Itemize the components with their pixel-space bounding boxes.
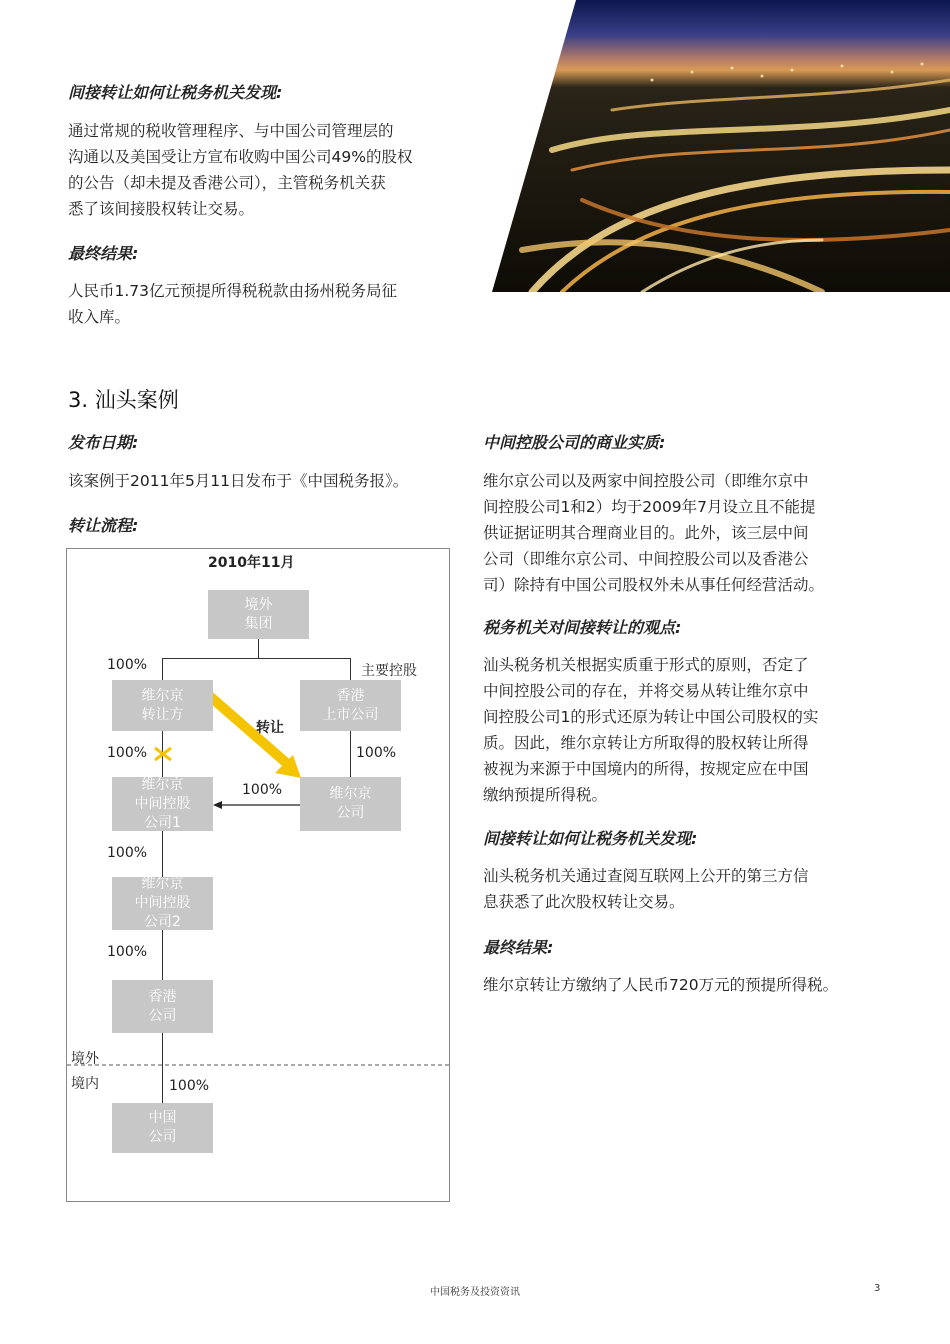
node-text: 中国	[148, 1110, 177, 1126]
node-virgin-company	[300, 777, 401, 831]
text-line: 司）除持有中国公司股权外未从事任何经营活动。	[483, 576, 825, 594]
text-line: 公司（即维尔京公司、中间控股公司以及香港公	[483, 550, 809, 568]
node-text: 公司	[148, 1007, 177, 1024]
node-hk-listed-company	[300, 680, 401, 731]
node-text: 维尔京	[141, 687, 184, 704]
node-text: 转让方	[141, 706, 184, 723]
text-line: 中间控股公司的存在，并将交易从转让维尔京中	[483, 682, 809, 700]
release-date-heading: 发布日期:	[68, 433, 139, 452]
result-heading-right: 最终结果:	[483, 938, 554, 957]
pct-hk-company: 100%	[107, 944, 148, 960]
text-line: 收入库。	[68, 308, 131, 326]
node-text: 中间控股	[134, 795, 191, 812]
transfer-label: 转让	[256, 720, 284, 736]
node-text: 公司2	[144, 914, 181, 930]
node-text: 中间控股	[134, 895, 191, 911]
text-line: 悉了该间接股权转让交易。	[68, 200, 255, 218]
text-line: 通过常规的税收管理程序、与中国公司管理层的	[68, 122, 394, 140]
discovery-paragraph	[68, 118, 412, 222]
node-text: 香港	[148, 988, 177, 1005]
node-text: 维尔京	[141, 776, 184, 793]
text-line: 间控股公司1的形式还原为转让中国公司股权的实	[483, 708, 819, 726]
result-heading: 最终结果:	[68, 244, 139, 263]
highway-night-photo	[492, 0, 950, 292]
overseas-label: 境外	[71, 1051, 99, 1067]
node-virgin-holding-1	[112, 777, 213, 831]
pct-virgin: 100%	[242, 782, 283, 798]
pct-china: 100%	[169, 1078, 210, 1094]
node-china-company	[112, 1103, 213, 1153]
transfer-flow-diagram	[66, 548, 450, 1202]
pct-holding2: 100%	[107, 845, 148, 861]
pct-holding1: 100%	[107, 745, 148, 761]
pct-transferor: 100%	[107, 657, 148, 673]
view-heading: 税务机关对间接转让的观点:	[483, 618, 682, 637]
text-line: 缴纳预提所得税。	[483, 786, 608, 804]
substance-paragraph	[483, 468, 824, 598]
text-line: 汕头税务机关通过查阅互联网上公开的第三方信	[483, 867, 809, 885]
discovery-paragraph-right	[483, 863, 809, 915]
section-title: 3. 汕头案例	[68, 388, 179, 412]
text-line: 供证据证明其合理商业目的。此外，该三层中间	[483, 524, 809, 542]
node-text: 维尔京	[141, 876, 184, 892]
node-virgin-transferor	[112, 680, 213, 731]
discovery-heading-right: 间接转让如何让税务机关发现:	[483, 829, 698, 848]
footer-title: 中国税务及投资资讯	[430, 1287, 520, 1298]
result-text-right: 维尔京转让方缴纳了人民币720万元的预提所得税。	[483, 976, 839, 994]
text-line: 的公告（却未提及香港公司），主管税务机关获	[68, 174, 386, 192]
node-overseas-group	[208, 590, 309, 639]
text-line: 沟通以及美国受让方宣布收购中国公司49%的股权	[68, 148, 413, 166]
node-text: 境外	[244, 596, 273, 613]
node-hk-company	[112, 980, 213, 1033]
domestic-label: 境内	[71, 1076, 99, 1092]
text-line: 人民币1.73亿元预提所得税税款由扬州税务局征	[68, 282, 398, 300]
text-line: 维尔京公司以及两家中间控股公司（即维尔京中	[483, 472, 809, 490]
substance-heading: 中间控股公司的商业实质:	[483, 433, 666, 452]
release-date-text: 该案例于2011年5月11日发布于《中国税务报》。	[68, 472, 409, 490]
pct-hk-listed: 100%	[356, 745, 397, 761]
main-control-label: 主要控股	[361, 663, 417, 679]
arrow-head	[213, 801, 222, 809]
node-virgin-holding-2	[112, 877, 213, 930]
text-line: 息获悉了此次股权转让交易。	[483, 893, 685, 911]
node-text: 上市公司	[322, 706, 379, 723]
diagram-date: 2010年11月	[208, 555, 295, 571]
text-line: 汕头税务机关根据实质重于形式的原则，否定了	[483, 656, 809, 674]
view-paragraph	[483, 652, 818, 808]
node-text: 公司1	[144, 814, 181, 831]
node-text: 公司	[148, 1129, 177, 1145]
text-line: 间控股公司1和2）均于2009年7月设立且不能提	[483, 498, 816, 516]
result-paragraph	[68, 278, 397, 330]
text-line: 质。因此，维尔京转让方所取得的股权转让所得	[483, 734, 809, 752]
text-line: 被视为来源于中国境内的所得，按规定应在中国	[483, 760, 809, 778]
node-text: 集团	[244, 615, 273, 632]
transfer-flow-heading: 转让流程:	[68, 516, 139, 535]
node-text: 维尔京	[329, 786, 372, 802]
page-number: 3	[874, 1283, 881, 1294]
discovery-heading: 间接转让如何让税务机关发现:	[68, 83, 283, 102]
node-text: 公司	[336, 805, 365, 821]
node-text: 香港	[336, 687, 365, 704]
